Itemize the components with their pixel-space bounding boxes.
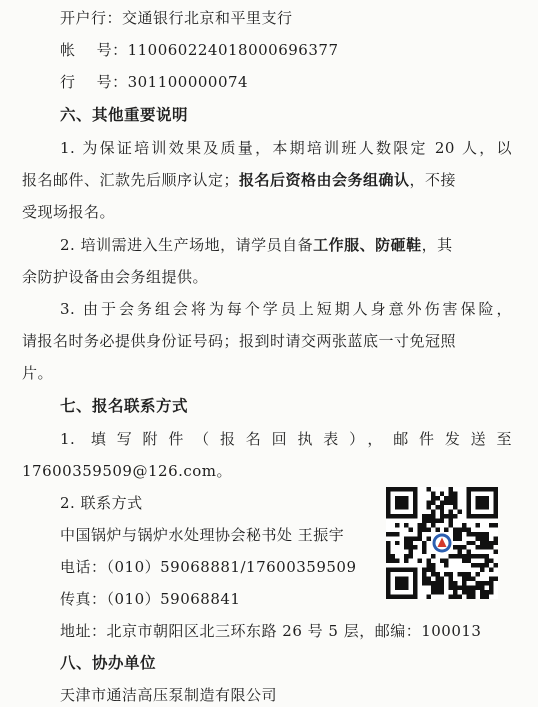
contact-org: 中国锅炉与锅炉水处理协会秘书处 王振宇 (60, 526, 345, 544)
s6-item1-line1: 1. 为保证培训效果及质量，本期培训班人数限定 20 人，以 (60, 139, 512, 157)
association-logo-icon (431, 532, 453, 554)
contact-address: 地址：北京市朝阳区北三环东路 26 号 5 层，邮编：100013 (60, 622, 482, 640)
co-organizer: 天津市通洁高压泵制造有限公司 (60, 686, 278, 704)
s7-item2-label: 2. 联系方式 (60, 494, 143, 512)
s7-item1-line1: 1. 填写附件（报名回执表），邮件发送至 (60, 430, 512, 448)
s6-item1-text-c: ，不接 (409, 171, 457, 189)
section7-title: 七、报名联系方式 (60, 397, 189, 415)
s6-item3-line1: 3. 由于会务组会将为每个学员上短期人身意外伤害保险， (60, 300, 512, 318)
bank-account: 帐 号：110060224018000696377 (60, 41, 339, 59)
s7-item1-email: 17600359509@126.com。 (22, 462, 233, 480)
s6-item2-text-e: ，其 (421, 236, 453, 254)
s6-item1-bold: 报名后资格由会务组确认 (239, 171, 410, 189)
contact-phone: 电话：（010）59068881/17600359509 (60, 558, 357, 576)
s6-item2-line1 (60, 235, 453, 255)
contact-fax: 传真：（010）59068841 (60, 590, 241, 608)
section6-title: 六、其他重要说明 (60, 106, 189, 124)
s6-item3-line2: 请报名时务必提供身份证号码；报到时请交两张蓝底一寸免冠照 (22, 332, 457, 350)
s6-item2-text-a: 2. 培训需进入生产场地，请学员自备 (60, 236, 314, 254)
s6-item2-bold-shoes: 防砸鞋 (375, 236, 422, 254)
qr-code (386, 487, 498, 599)
s6-item2-bold-workwear: 工作服 (313, 236, 360, 254)
s6-item1-line2 (22, 170, 456, 190)
s6-item2-line2: 余防护设备由会务组提供。 (22, 268, 209, 286)
section8-title: 八、协办单位 (60, 654, 157, 672)
bank-code: 行 号：301100000074 (60, 73, 249, 91)
s6-item1-line3: 受现场报名。 (22, 203, 116, 221)
bank-branch: 开户行：交通银行北京和平里支行 (60, 9, 293, 27)
s6-item1-text-a: 报名邮件、汇款先后顺序认定； (22, 171, 240, 189)
s6-item2-bold-sep: 、 (359, 236, 376, 254)
s6-item3-line3: 片。 (22, 364, 54, 382)
